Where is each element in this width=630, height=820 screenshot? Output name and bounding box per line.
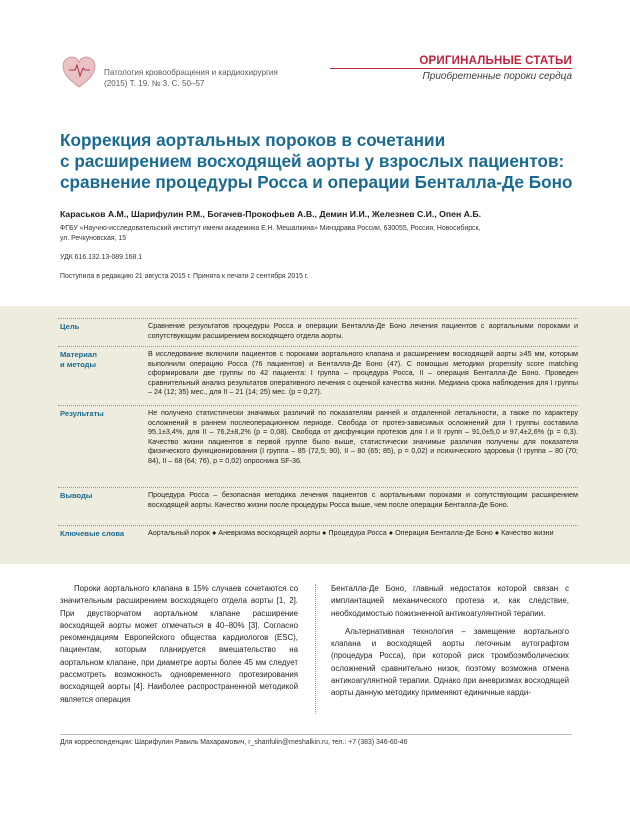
journal-name: Патология кровообращения и кардиохирургия bbox=[104, 68, 278, 77]
affiliation bbox=[60, 224, 572, 245]
udk-code: УДК 616.132.13-089.168.1 bbox=[60, 254, 143, 261]
abstract-row-methods bbox=[58, 346, 578, 403]
affiliation-line: ФГБУ «Научно-исследовательский институт имени академика Е.Н. Мешалкина» Минздрава России, 630055, Россия, Новосибирск, bbox=[60, 225, 481, 232]
body-column-right bbox=[331, 583, 569, 700]
body-paragraph: Пороки аортального клапана в 15% случаев сочетаются со значительным расширением восходящего отдела аорты [1, 2]. При двустворчатом аортальном клапане расширение восходящей аорты может отмечаться в 40–80% [3]. Согласно рекомендациям Европейского общества кардиологов (ESC), пациентам, которым планируется вмешательство на аортальном клапане, при диаметре аорты более 45 мм следует рассмотреть возможность одновременного протезирования восходящей аорты [4]. Наиболее распространенной методикой является операция bbox=[60, 584, 298, 704]
title-line: с расширением восходящей аорты у взрослых пациентов: bbox=[60, 151, 565, 171]
abstract-text: Процедура Росса – безопасная методика лечения пациентов с аортальными пороками и сопутствующим расширением восходящей аорты. Качество жизни после процедуры Росса выше, чем после операции Бенталла-Де Боно. bbox=[148, 490, 578, 509]
section-subtitle: Приобретенные пороки сердца bbox=[422, 71, 572, 82]
abstract-text: В исследование включили пациентов с пороками аортального клапана и расширением восходящей аорты ≥45 мм, которым выполнили операцию Росса (76 пациентов) и Бенталла-Де Боно (47). С помощью методики propensity score matching сформировали две группы по 42 пациента: I группа – процедура Росса, II – операция Бенталла-Де Боно. Проведен сравнительный анализ результатов оперативного лечения с оценкой качества жизни. Медиана срока наблюдения для I группы – 24 (12; 35) мес., для II – 21 (14; 25) мес. (p = 0,27). bbox=[148, 349, 578, 397]
abstract-row-results bbox=[58, 405, 578, 485]
title-line: сравнение процедуры Росса и операции Бенталла-Де Боно bbox=[60, 172, 573, 192]
abstract-label-line: и методы bbox=[60, 359, 96, 369]
abstract-label bbox=[60, 350, 140, 369]
abstract-row-keywords bbox=[58, 525, 578, 555]
journal-citation bbox=[104, 67, 278, 89]
abstract-row-aim bbox=[58, 318, 578, 343]
body-column-left bbox=[60, 583, 298, 706]
abstract-row-conclusions bbox=[58, 487, 578, 523]
header-rule bbox=[330, 68, 572, 69]
body-paragraph: Бенталла-Де Боно, главный недостаток которой связан с имплантацией механического протеза и, как следствие, необходимостью пожизненной антикоагулянтной терапии. bbox=[331, 584, 569, 618]
abstract-label: Результаты bbox=[60, 409, 104, 418]
footer-rule bbox=[60, 734, 572, 735]
section-title: ОРИГИНАЛЬНЫЕ СТАТЬИ bbox=[419, 55, 572, 67]
body-paragraph: Альтернативная технология – замещение аортального клапана и восходящей аорты легочным аутографтом (процедура Росса), при которой риск тромбоэмболических осложнений сравнительно низок, поэтому возможна отмена антикоагулянтной терапии. Однако при аневризмах восходящей аорты данную методику применяют единичные карди- bbox=[331, 626, 569, 698]
article-title bbox=[60, 130, 580, 193]
column-divider bbox=[315, 584, 316, 714]
journal-logo bbox=[60, 54, 98, 90]
received-dates: Поступила в редакцию 21 августа 2015 г. Принята к печати 2 сентября 2015 г. bbox=[60, 273, 309, 280]
authors: Караськов А.М., Шарифулин Р.М., Богачев-Прокофьев А.В., Демин И.И., Железнев С.И., Опен А.Б. bbox=[60, 209, 482, 219]
correspondence-note: Для корреспонденции: Шарифулин Равиль Махарамович, r_sharifulin@meshalkin.ru, тел.: +7 (383) 346-60-46 bbox=[60, 739, 408, 746]
abstract-label-line: Материал bbox=[60, 350, 97, 359]
abstract-label: Ключевые слова bbox=[60, 529, 125, 538]
title-line: Коррекция аортальных пороков в сочетании bbox=[60, 130, 446, 150]
abstract-label: Цель bbox=[60, 322, 80, 331]
abstract-box bbox=[0, 306, 630, 564]
abstract-text: Сравнение результатов процедуры Росса и операции Бенталла-Де Боно лечения пациентов с аортальными пороками и сопутствующим расширением восходящего отдела аорты. bbox=[148, 321, 578, 340]
journal-issue: (2015) Т. 19. № 3. С. 50–57 bbox=[104, 79, 205, 88]
abstract-text: Аортальный порок ● Аневризма восходящей аорты ● Процедура Росса ● Операция Бенталла-Де Боно ● Качество жизни bbox=[148, 528, 554, 537]
abstract-label: Выводы bbox=[60, 491, 93, 500]
abstract-text: Не получено статистически значимых различий по показателям ранней и отдаленной летальности, а также по характеру осложнений в раннем послеоперационном периоде. Свобода от протез-зависимых осложнений для I группы составила 95,1±3,4%, для II – 76,2±8,2% (p = 0,08). Свобода от дисфункции протезов для I и II групп – 91,0±5,0 и 97,4±2,6% (p = 0,3). Качество жизни пациентов в первой группе было выше, статистически значимые различия получены для показателя физического функционирования (I группа – 85 (72,5; 90), II – 80 (65; 85), p = 0,02) и психического здоровья (I группа – 80 (70; 84), II – 68 (64; 76), p = 0,02) опросника SF-36. bbox=[148, 408, 578, 465]
affiliation-line: ул. Речкуновская, 15 bbox=[60, 235, 127, 243]
